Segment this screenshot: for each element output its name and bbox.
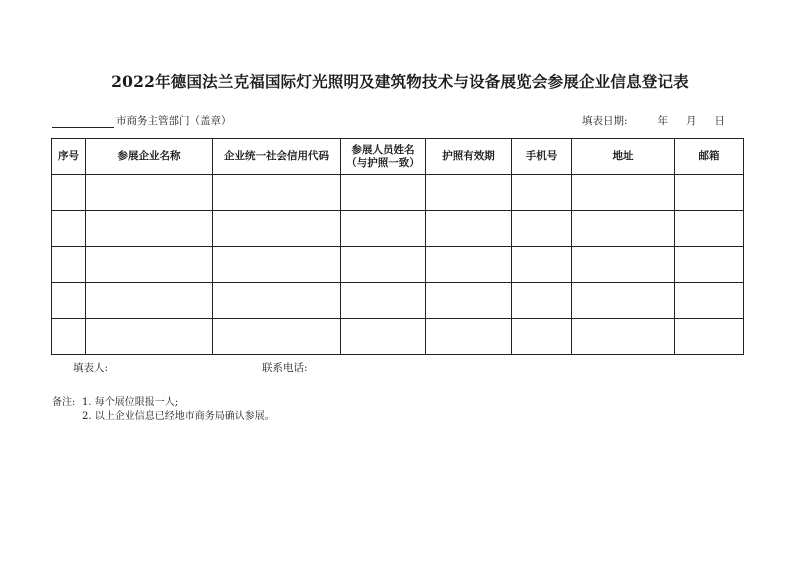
cell-email[interactable] <box>675 283 744 319</box>
filler-label: 填表人: <box>73 362 109 374</box>
cell-attendee-name[interactable] <box>341 319 426 355</box>
cell-company-name[interactable] <box>86 247 213 283</box>
cell-email[interactable] <box>675 319 744 355</box>
header-attendee-name: 参展人员姓名 （与护照一致） <box>341 139 426 175</box>
header-email: 邮箱 <box>675 139 744 175</box>
table-row <box>52 175 744 211</box>
header-credit-code: 企业统一社会信用代码 <box>213 139 341 175</box>
cell-phone[interactable] <box>512 211 572 247</box>
header-row <box>52 139 744 175</box>
cell-email[interactable] <box>675 175 744 211</box>
date-month-label: 月 <box>686 115 697 127</box>
header-passport-validity: 护照有效期 <box>426 139 512 175</box>
cell-email[interactable] <box>675 247 744 283</box>
table-row <box>52 283 744 319</box>
header-company-name: 参展企业名称 <box>86 139 213 175</box>
cell-address[interactable] <box>572 319 675 355</box>
cell-credit-code[interactable] <box>213 283 341 319</box>
table-row <box>52 319 744 355</box>
registration-table <box>51 138 744 355</box>
page-title: 2022年德国法兰克福国际灯光照明及建筑物技术与设备展览会参展企业信息登记表 <box>111 72 689 91</box>
cell-address[interactable] <box>572 175 675 211</box>
cell-attendee-name[interactable] <box>341 211 426 247</box>
cell-serial-number[interactable] <box>52 283 86 319</box>
cell-attendee-name[interactable] <box>341 175 426 211</box>
fill-date-label: 填表日期: <box>582 115 628 127</box>
cell-credit-code[interactable] <box>213 175 341 211</box>
cell-address[interactable] <box>572 283 675 319</box>
cell-address[interactable] <box>572 211 675 247</box>
header-address: 地址 <box>572 139 675 175</box>
cell-company-name[interactable] <box>86 211 213 247</box>
cell-company-name[interactable] <box>86 175 213 211</box>
department-blank[interactable] <box>52 115 114 128</box>
department-label: 市商务主管部门（盖章） <box>116 115 232 127</box>
notes <box>52 396 275 424</box>
cell-phone[interactable] <box>512 175 572 211</box>
cell-serial-number[interactable] <box>52 211 86 247</box>
header-serial-number: 序号 <box>52 139 86 175</box>
cell-passport-validity[interactable] <box>426 211 512 247</box>
cell-passport-validity[interactable] <box>426 283 512 319</box>
cell-serial-number[interactable] <box>52 175 86 211</box>
header-phone: 手机号 <box>512 139 572 175</box>
table-row <box>52 247 744 283</box>
notes-label: 备注: <box>52 397 76 408</box>
date-year-label: 年 <box>657 115 669 127</box>
date-day-label: 日 <box>714 115 726 127</box>
cell-credit-code[interactable] <box>213 247 341 283</box>
cell-passport-validity[interactable] <box>426 175 512 211</box>
cell-serial-number[interactable] <box>52 247 86 283</box>
note-item: 2. 以上企业信息已经地市商务局确认参展。 <box>82 411 275 422</box>
cell-phone[interactable] <box>512 283 572 319</box>
cell-email[interactable] <box>675 211 744 247</box>
cell-passport-validity[interactable] <box>426 319 512 355</box>
cell-credit-code[interactable] <box>213 211 341 247</box>
cell-attendee-name[interactable] <box>341 247 426 283</box>
cell-passport-validity[interactable] <box>426 247 512 283</box>
cell-company-name[interactable] <box>86 283 213 319</box>
note-item: 1. 每个展位限报一人; <box>82 397 179 408</box>
cell-company-name[interactable] <box>86 319 213 355</box>
cell-serial-number[interactable] <box>52 319 86 355</box>
cell-address[interactable] <box>572 247 675 283</box>
phone-label: 联系电话: <box>262 362 308 374</box>
fill-date <box>582 113 725 128</box>
cell-credit-code[interactable] <box>213 319 341 355</box>
department-seal-line <box>52 113 232 128</box>
cell-phone[interactable] <box>512 247 572 283</box>
cell-phone[interactable] <box>512 319 572 355</box>
table-row <box>52 211 744 247</box>
cell-attendee-name[interactable] <box>341 283 426 319</box>
